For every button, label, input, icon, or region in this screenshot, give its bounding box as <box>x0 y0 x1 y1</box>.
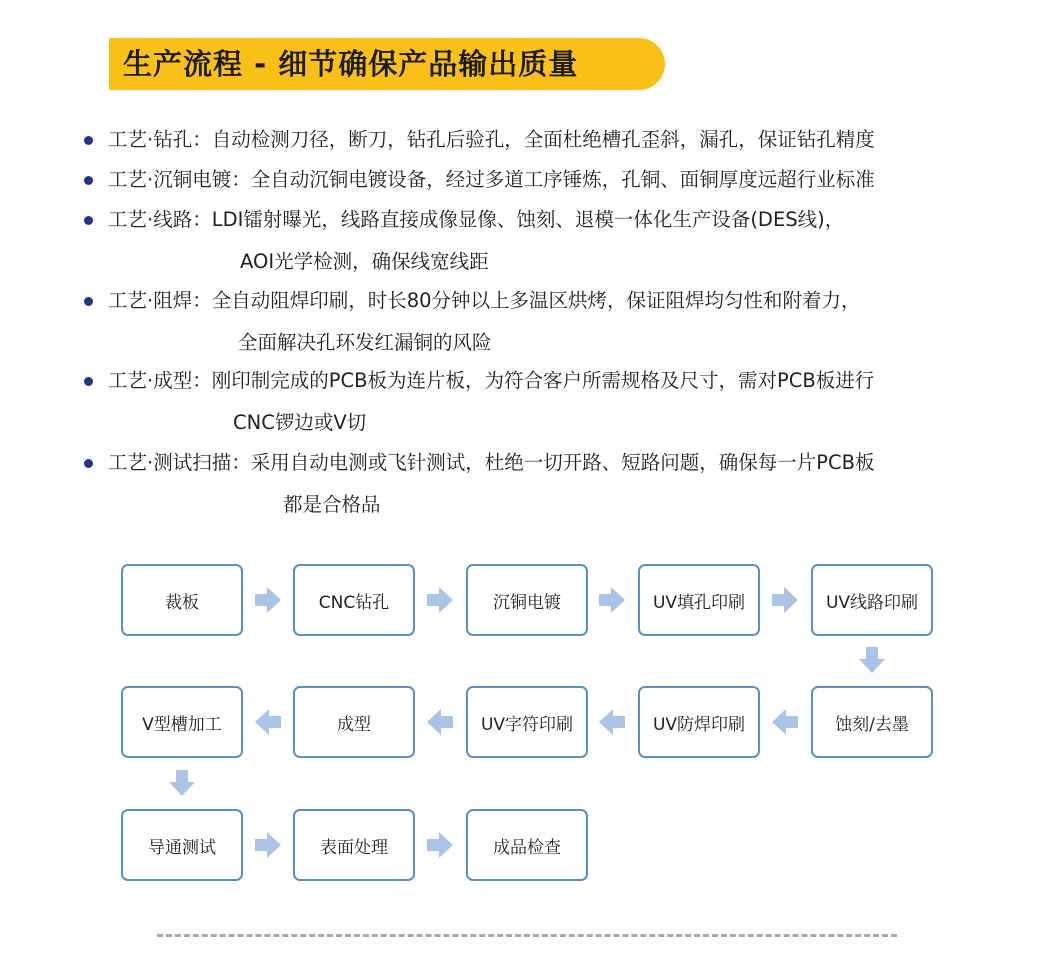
flow-step: UV线路印刷 <box>811 564 933 636</box>
arrow-left-icon <box>425 707 455 737</box>
bullet-icon <box>84 176 93 185</box>
flow-step: CNC钻孔 <box>293 564 415 636</box>
arrow-left-icon <box>597 707 627 737</box>
arrow-left-icon <box>770 707 800 737</box>
arrow-left-icon <box>253 707 283 737</box>
flow-step: 表面处理 <box>293 809 415 881</box>
flow-step: 蚀刻/去墨 <box>811 686 933 758</box>
process-item-continuation: CNC锣边或V切 <box>233 411 367 434</box>
arrow-down-icon <box>167 768 197 798</box>
process-item-text: 工艺·成型：刚印制完成的PCB板为连片板，为符合客户所需规格及尺寸，需对PCB板进行 <box>108 369 875 392</box>
arrow-down-icon <box>857 645 887 675</box>
flow-step: 导通测试 <box>121 809 243 881</box>
bullet-icon <box>84 459 93 468</box>
arrow-right-icon <box>253 830 283 860</box>
bullet-icon <box>84 216 93 225</box>
page-title: 生产流程 - 细节确保产品输出质量 <box>123 47 579 81</box>
dashed-divider <box>157 934 897 937</box>
arrow-right-icon <box>425 830 455 860</box>
flow-step: 成型 <box>293 686 415 758</box>
bullet-icon <box>84 297 93 306</box>
process-item-text: 工艺·钻孔：自动检测刀径，断刀，钻孔后验孔，全面杜绝槽孔歪斜，漏孔，保证钻孔精度 <box>108 128 875 151</box>
flow-step: UV防焊印刷 <box>638 686 760 758</box>
bullet-icon <box>84 377 93 386</box>
arrow-right-icon <box>597 585 627 615</box>
process-item-continuation: 全面解决孔环发红漏铜的风险 <box>238 331 492 354</box>
flow-step: UV字符印刷 <box>466 686 588 758</box>
arrow-right-icon <box>425 585 455 615</box>
process-item-text: 工艺·测试扫描：采用自动电测或飞针测试，杜绝一切开路、短路问题，确保每一片PCB板 <box>108 451 875 474</box>
process-item-continuation: 都是合格品 <box>283 493 381 516</box>
flow-step: 沉铜电镀 <box>466 564 588 636</box>
bullet-icon <box>84 136 93 145</box>
flow-step: V型槽加工 <box>121 686 243 758</box>
flow-step: 成品检查 <box>466 809 588 881</box>
title-banner <box>109 38 665 90</box>
process-item-text: 工艺·线路：LDI镭射曝光，线路直接成像显像、蚀刻、退模一体化生产设备(DES线)， <box>108 208 845 231</box>
flow-step: UV填孔印刷 <box>638 564 760 636</box>
process-item-text: 工艺·阻焊：全自动阻焊印刷，时长80分钟以上多温区烘烤，保证阻焊均匀性和附着力， <box>108 289 861 312</box>
process-item-text: 工艺·沉铜电镀：全自动沉铜电镀设备，经过多道工序锤炼，孔铜、面铜厚度远超行业标准 <box>108 168 875 191</box>
process-item-continuation: AOI光学检测，确保线宽线距 <box>240 250 489 273</box>
arrow-right-icon <box>770 585 800 615</box>
arrow-right-icon <box>253 585 283 615</box>
flow-step: 裁板 <box>121 564 243 636</box>
